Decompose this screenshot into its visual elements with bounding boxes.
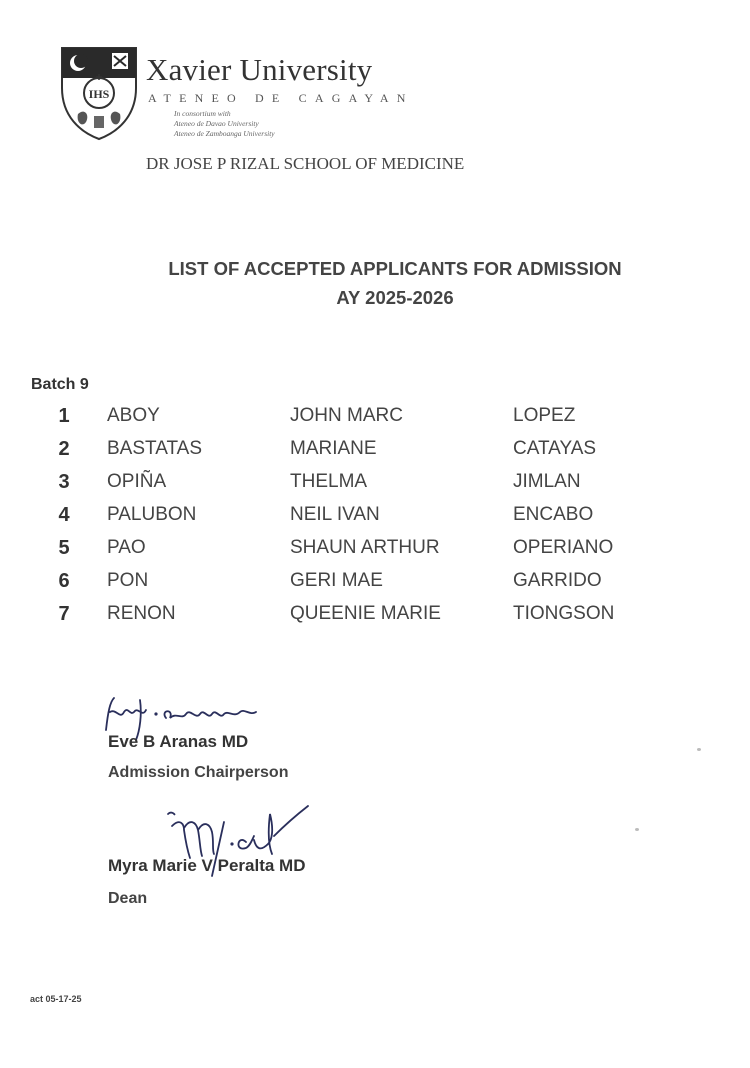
- applicant-row: [0, 471, 750, 501]
- applicant-row: [0, 405, 750, 435]
- applicant-middle-name: LOPEZ: [513, 405, 576, 426]
- applicant-number: 7: [58, 603, 70, 625]
- university-crest-icon: [58, 44, 140, 142]
- consortium-note: [174, 109, 275, 139]
- chairperson-name: Eve B Aranas MD: [108, 732, 249, 751]
- applicant-number: 5: [58, 537, 70, 559]
- applicant-last-name: PON: [107, 570, 149, 591]
- document-code: act 05-17-25: [30, 994, 82, 1004]
- applicant-last-name: PAO: [107, 537, 146, 558]
- applicant-number: 6: [58, 570, 70, 592]
- applicant-row: [0, 570, 750, 600]
- applicant-first-name: QUEENIE MARIE: [290, 603, 441, 624]
- applicant-last-name: ABOY: [107, 405, 160, 426]
- university-name: Xavier University: [146, 52, 373, 87]
- applicant-number: 1: [58, 405, 70, 427]
- applicant-last-name: RENON: [107, 603, 176, 624]
- applicant-first-name: SHAUN ARTHUR: [290, 537, 440, 558]
- applicant-row: [0, 537, 750, 567]
- scan-speck: [635, 828, 639, 831]
- batch-label: Batch 9: [31, 376, 89, 393]
- dean-name: Myra Marie V Peralta MD: [108, 856, 306, 875]
- school-name: DR JOSE P RIZAL SCHOOL OF MEDICINE: [146, 154, 465, 173]
- applicant-middle-name: CATAYAS: [513, 438, 597, 459]
- applicant-first-name: GERI MAE: [290, 570, 383, 591]
- applicant-number: 2: [58, 438, 70, 460]
- university-subtitle: ATENEO DE CAGAYAN: [148, 91, 414, 105]
- applicant-row: [0, 438, 750, 468]
- consortium-line: Ateneo de Zamboanga University: [174, 129, 275, 138]
- applicant-number: 4: [58, 504, 70, 526]
- applicant-row: [0, 504, 750, 534]
- applicant-first-name: NEIL IVAN: [290, 504, 380, 525]
- dean-role: Dean: [108, 890, 148, 907]
- applicant-middle-name: TIONGSON: [513, 603, 615, 624]
- applicant-first-name: THELMA: [290, 471, 368, 492]
- applicant-row: [0, 603, 750, 633]
- applicant-middle-name: JIMLAN: [513, 471, 581, 492]
- applicant-middle-name: OPERIANO: [513, 537, 614, 558]
- applicant-first-name: JOHN MARC: [290, 405, 403, 426]
- applicant-last-name: PALUBON: [107, 504, 197, 525]
- consortium-line: Ateneo de Davao University: [174, 119, 259, 128]
- applicant-middle-name: GARRIDO: [513, 570, 602, 591]
- scan-speck: [697, 748, 701, 751]
- svg-text:IHS: IHS: [88, 87, 110, 101]
- applicant-last-name: OPIÑA: [107, 471, 167, 492]
- document-title: LIST OF ACCEPTED APPLICANTS FOR ADMISSION: [168, 258, 622, 279]
- academic-year: AY 2025-2026: [336, 287, 454, 308]
- applicant-middle-name: ENCABO: [513, 504, 594, 525]
- chairperson-role: Admission Chairperson: [108, 764, 289, 781]
- applicant-number: 3: [58, 471, 70, 493]
- consortium-line: In consortium with: [174, 109, 231, 118]
- applicant-first-name: MARIANE: [290, 438, 377, 459]
- applicant-last-name: BASTATAS: [107, 438, 203, 459]
